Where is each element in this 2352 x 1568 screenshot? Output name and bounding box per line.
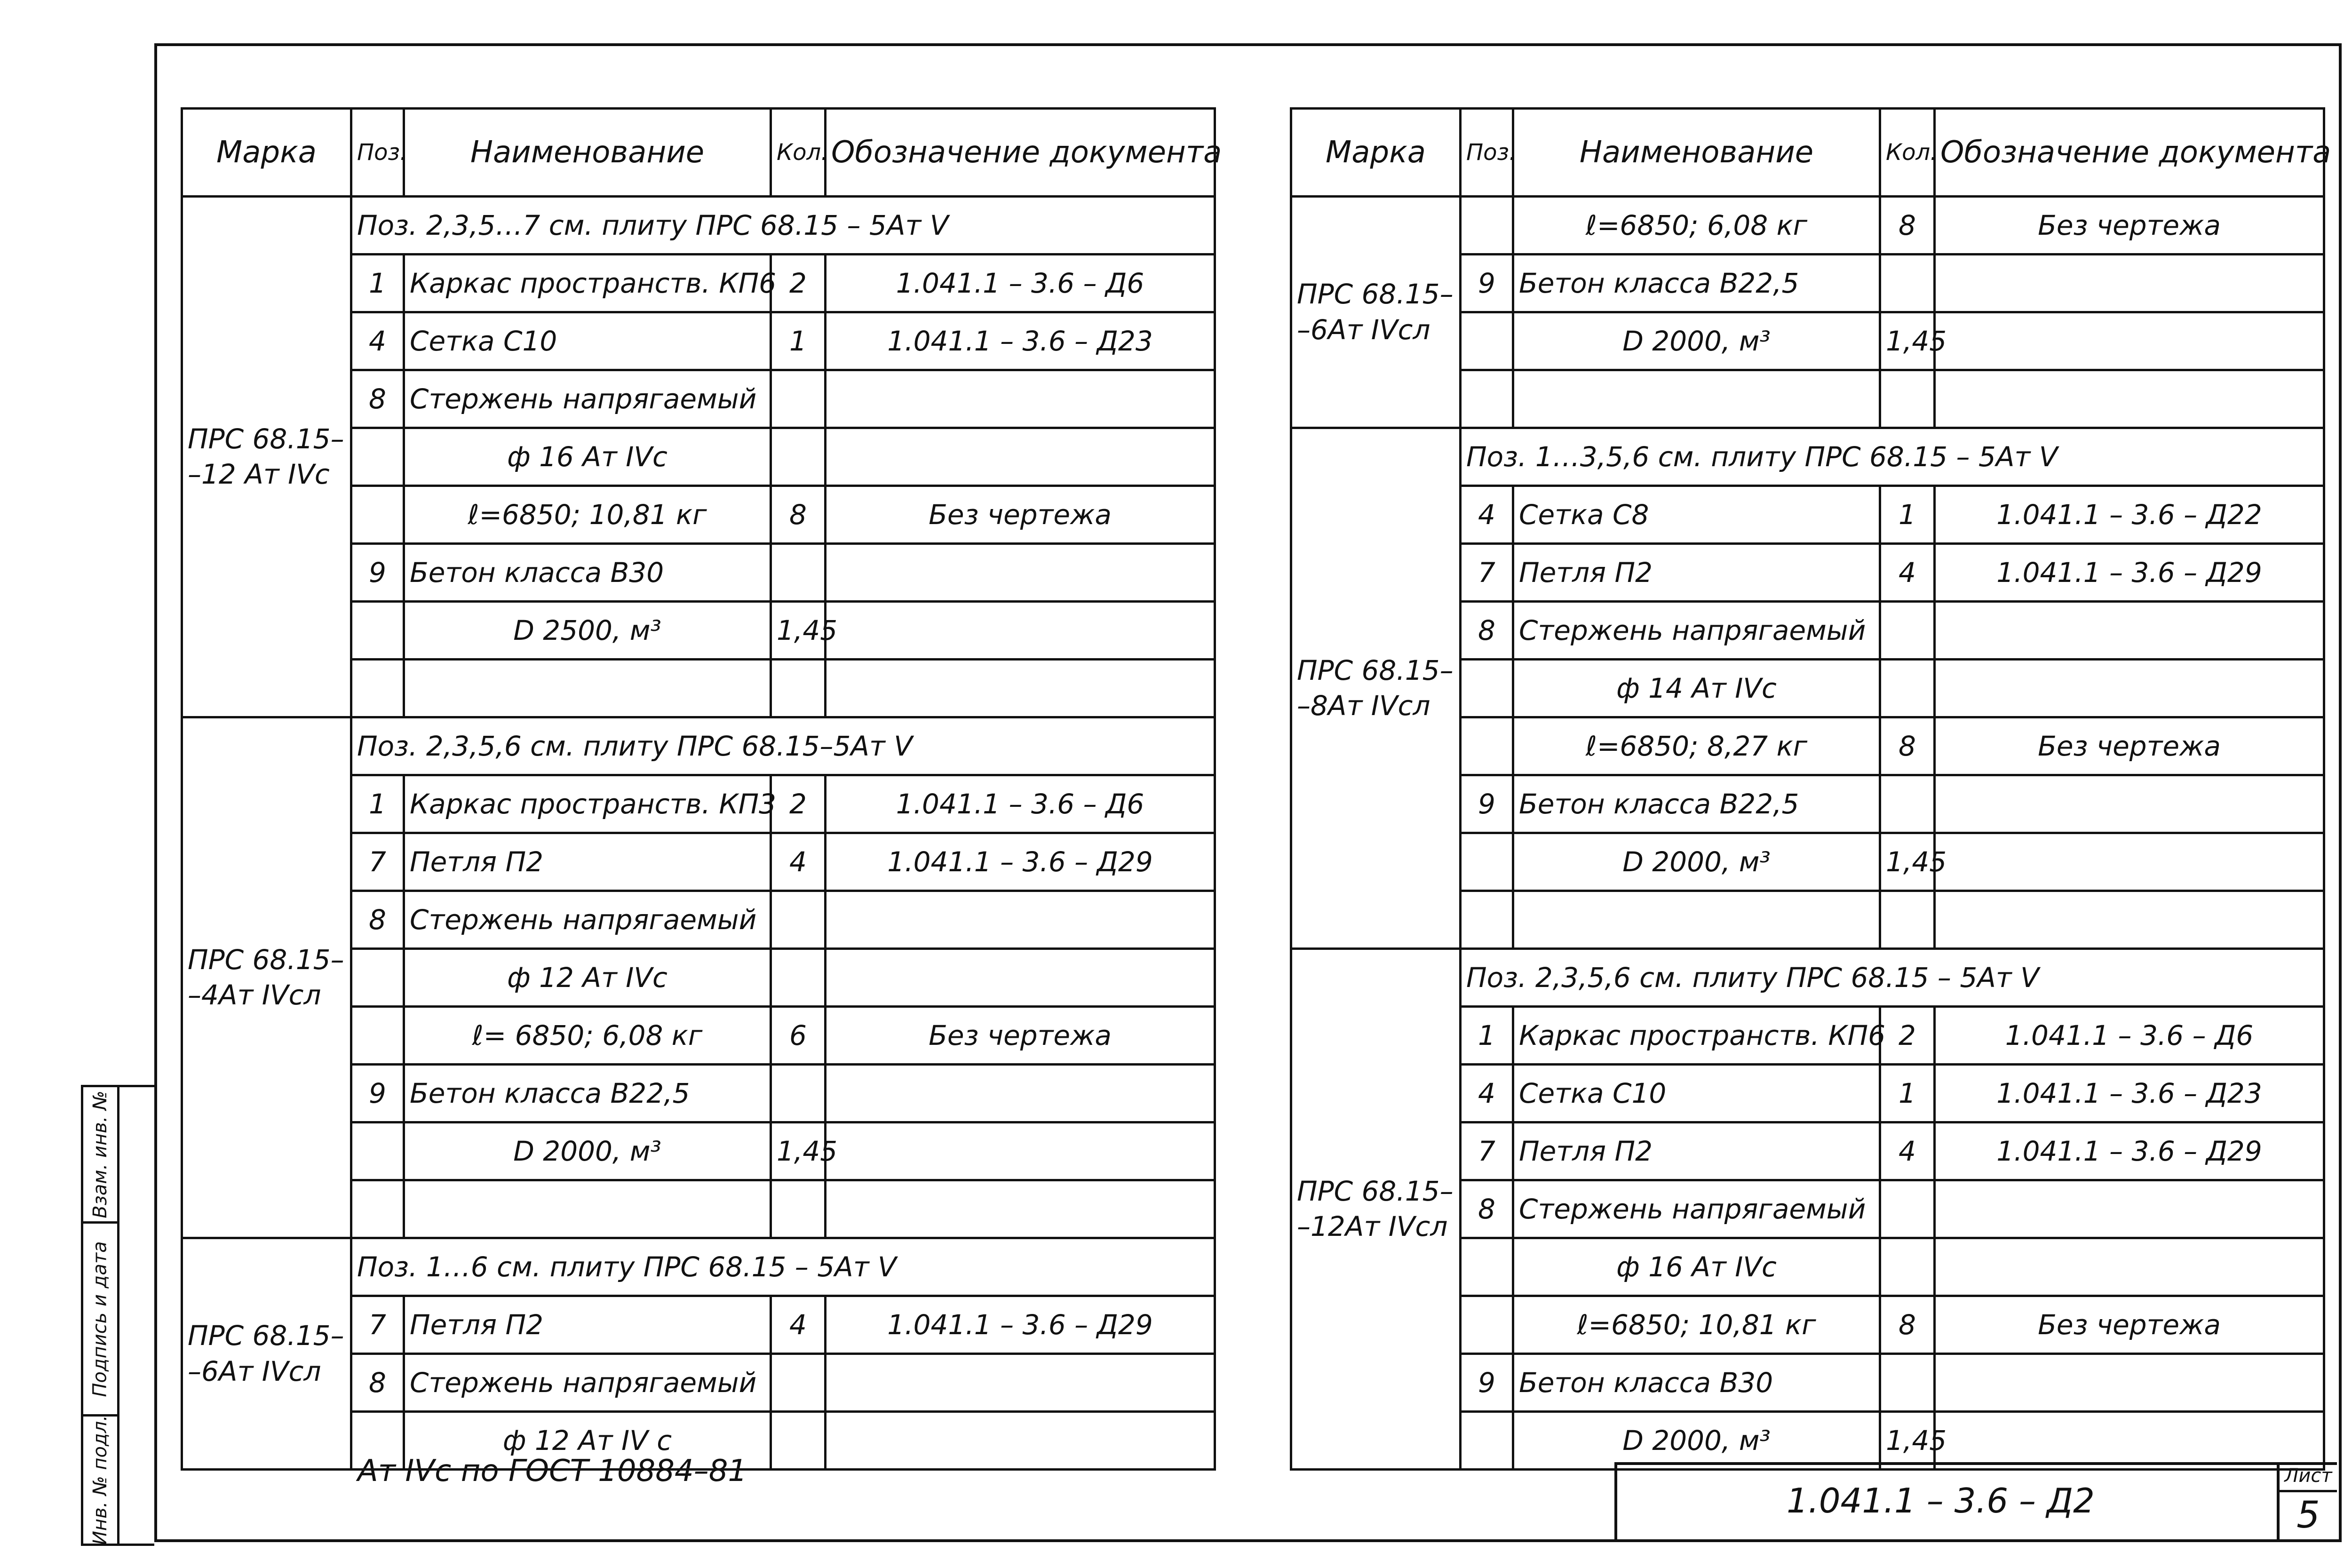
quantity-cell <box>771 1354 826 1412</box>
side-stamp-label: Инв. № подл. <box>89 1415 111 1545</box>
title-block <box>1614 1462 2337 1542</box>
name-cell: Петля П2 <box>1513 544 1880 602</box>
quantity-cell: 4 <box>771 1296 826 1354</box>
quantity-cell <box>1880 1238 1935 1296</box>
quantity-cell <box>771 949 826 1007</box>
name-cell: D 2000, м³ <box>1513 312 1880 370</box>
document-cell <box>826 428 1215 486</box>
quantity-cell <box>771 660 826 717</box>
group-note-row <box>1291 428 2324 486</box>
document-cell: 1.041.1 – 3.6 – Д6 <box>826 775 1215 833</box>
sheet-box <box>2277 1465 2337 1542</box>
header-name: Наименование <box>404 109 771 197</box>
position-cell: 7 <box>351 833 404 891</box>
name-cell <box>1513 370 1880 428</box>
position-cell: 4 <box>1461 1065 1513 1122</box>
document-cell: 1.041.1 – 3.6 – Д23 <box>826 312 1215 370</box>
spec-table-right <box>1290 107 2331 1471</box>
name-cell: Петля П2 <box>404 833 771 891</box>
position-cell <box>1461 660 1513 717</box>
group-note: Поз. 1…6 см. плиту ПРС 68.15 – 5Ат V <box>351 1238 1215 1296</box>
document-cell <box>1935 833 2324 891</box>
position-cell <box>351 486 404 544</box>
side-stamp-label: Взам. инв. № <box>89 1090 111 1218</box>
name-cell: ф 12 Ат IVс <box>404 949 771 1007</box>
name-cell <box>404 1180 771 1238</box>
name-cell: D 2500, м³ <box>404 602 771 660</box>
document-cell <box>1935 255 2324 312</box>
marka-cell: ПРС 68.15– –6Ат IVсл <box>1291 197 1461 428</box>
document-cell <box>1935 602 2324 660</box>
position-cell: 9 <box>351 1065 404 1122</box>
document-cell <box>826 1412 1215 1470</box>
header-qty: Кол. <box>1880 109 1935 197</box>
document-cell: 1.041.1 – 3.6 – Д29 <box>1935 1122 2324 1180</box>
side-stamp-divider <box>117 1087 119 1544</box>
name-cell: Бетон класса В30 <box>1513 1354 1880 1412</box>
position-cell: 8 <box>351 370 404 428</box>
quantity-cell <box>1880 891 1935 949</box>
name-cell: Каркас пространств. КП6 <box>404 255 771 312</box>
document-cell <box>826 891 1215 949</box>
document-cell: 1.041.1 – 3.6 – Д23 <box>1935 1065 2324 1122</box>
document-cell <box>1935 1412 2324 1470</box>
document-cell <box>1935 1354 2324 1412</box>
position-cell: 9 <box>1461 255 1513 312</box>
document-cell: 1.041.1 – 3.6 – Д29 <box>826 833 1215 891</box>
quantity-cell <box>771 370 826 428</box>
position-cell: 9 <box>351 544 404 602</box>
name-cell: Каркас пространств. КП3 <box>404 775 771 833</box>
group-note: Поз. 2,3,5,6 см. плиту ПРС 68.15 – 5Ат V <box>1461 949 2324 1007</box>
gost-note: Ат IVс по ГОСТ 10884–81 <box>358 1454 747 1488</box>
name-cell: ℓ=6850; 6,08 кг <box>1513 197 1880 255</box>
marka-cell: ПРС 68.15– –8Ат IVсл <box>1291 428 1461 949</box>
marka-cell: ПРС 68.15– –12Ат IVсл <box>1291 949 1461 1470</box>
group-note-row <box>182 717 1215 775</box>
document-cell <box>826 602 1215 660</box>
header-marka: Марка <box>182 109 351 197</box>
document-cell: Без чертежа <box>826 486 1215 544</box>
document-cell <box>1935 775 2324 833</box>
name-cell: D 2000, м³ <box>1513 833 1880 891</box>
header-marka: Марка <box>1291 109 1461 197</box>
document-cell: 1.041.1 – 3.6 – Д29 <box>1935 544 2324 602</box>
quantity-cell: 8 <box>771 486 826 544</box>
document-cell <box>1935 370 2324 428</box>
quantity-cell <box>771 1412 826 1470</box>
quantity-cell: 1,45 <box>1880 312 1935 370</box>
name-cell: ф 12 Ат IV с <box>404 1412 771 1470</box>
position-cell: 1 <box>1461 1007 1513 1065</box>
position-cell <box>1461 833 1513 891</box>
header-pos: Поз. <box>1461 109 1513 197</box>
position-cell: 8 <box>351 891 404 949</box>
document-cell <box>826 370 1215 428</box>
position-cell: 4 <box>1461 486 1513 544</box>
side-stamp-label: Подпись и дата <box>89 1241 111 1397</box>
position-cell <box>1461 1238 1513 1296</box>
spec-table-left <box>181 107 1222 1471</box>
name-cell: Стержень напрягаемый <box>404 891 771 949</box>
position-cell <box>1461 891 1513 949</box>
position-cell: 1 <box>351 775 404 833</box>
quantity-cell: 4 <box>771 833 826 891</box>
marka-cell: ПРС 68.15– –4Ат IVсл <box>182 717 351 1238</box>
document-cell <box>826 1180 1215 1238</box>
header-name: Наименование <box>1513 109 1880 197</box>
position-cell: 8 <box>1461 602 1513 660</box>
name-cell: ф 16 Ат IVс <box>1513 1238 1880 1296</box>
quantity-cell: 1,45 <box>1880 1412 1935 1470</box>
sheet-number: 5 <box>2296 1494 2320 1536</box>
document-cell: Без чертежа <box>1935 1296 2324 1354</box>
document-cell <box>826 544 1215 602</box>
group-note: Поз. 2,3,5…7 см. плиту ПРС 68.15 – 5Ат V <box>351 197 1215 255</box>
position-cell: 7 <box>351 1296 404 1354</box>
quantity-cell: 4 <box>1880 1122 1935 1180</box>
name-cell: ℓ= 6850; 6,08 кг <box>404 1007 771 1065</box>
group-note: Поз. 2,3,5,6 см. плиту ПРС 68.15–5Ат V <box>351 717 1215 775</box>
quantity-cell: 1,45 <box>771 602 826 660</box>
position-cell <box>1461 197 1513 255</box>
position-cell <box>351 660 404 717</box>
name-cell: D 2000, м³ <box>404 1122 771 1180</box>
document-code: 1.041.1 – 3.6 – Д2 <box>1787 1481 2095 1520</box>
quantity-cell: 2 <box>771 775 826 833</box>
name-cell: Стержень напрягаемый <box>1513 602 1880 660</box>
document-cell <box>826 1122 1215 1180</box>
name-cell: Стержень напрягаемый <box>404 1354 771 1412</box>
quantity-cell: 1,45 <box>1880 833 1935 891</box>
document-cell <box>826 1065 1215 1122</box>
name-cell: ℓ=6850; 10,81 кг <box>1513 1296 1880 1354</box>
quantity-cell <box>1880 255 1935 312</box>
quantity-cell <box>771 891 826 949</box>
marka-cell: ПРС 68.15– –6Ат IVсл <box>182 1238 351 1470</box>
document-cell <box>826 1354 1215 1412</box>
document-cell: 1.041.1 – 3.6 – Д6 <box>1935 1007 2324 1065</box>
header-qty: Кол. <box>771 109 826 197</box>
quantity-cell: 6 <box>771 1007 826 1065</box>
quantity-cell: 1 <box>1880 486 1935 544</box>
name-cell <box>1513 891 1880 949</box>
quantity-cell: 1 <box>1880 1065 1935 1122</box>
document-cell <box>1935 891 2324 949</box>
name-cell: ℓ=6850; 10,81 кг <box>404 486 771 544</box>
document-cell: Без чертежа <box>1935 717 2324 775</box>
quantity-cell <box>1880 660 1935 717</box>
document-cell: Без чертежа <box>1935 197 2324 255</box>
position-cell <box>351 1007 404 1065</box>
quantity-cell: 8 <box>1880 1296 1935 1354</box>
group-note-row <box>182 197 1215 255</box>
quantity-cell: 4 <box>1880 544 1935 602</box>
position-cell <box>1461 1296 1513 1354</box>
position-cell <box>351 428 404 486</box>
header-doc: Обозначение документа <box>826 109 1215 197</box>
name-cell: Бетон класса В22,5 <box>404 1065 771 1122</box>
side-stamp-cell <box>83 1087 117 1224</box>
document-cell: 1.041.1 – 3.6 – Д29 <box>826 1296 1215 1354</box>
position-cell <box>351 602 404 660</box>
header-pos: Поз. <box>351 109 404 197</box>
position-cell: 1 <box>351 255 404 312</box>
quantity-cell <box>1880 1180 1935 1238</box>
document-cell <box>826 660 1215 717</box>
document-cell <box>826 949 1215 1007</box>
quantity-cell <box>1880 370 1935 428</box>
quantity-cell <box>771 1065 826 1122</box>
side-stamp <box>81 1085 154 1546</box>
quantity-cell <box>1880 602 1935 660</box>
name-cell: Стержень напрягаемый <box>1513 1180 1880 1238</box>
name-cell: Сетка С8 <box>1513 486 1880 544</box>
quantity-cell: 1 <box>771 312 826 370</box>
document-cell <box>1935 312 2324 370</box>
table-header-row <box>182 109 1215 197</box>
quantity-cell: 8 <box>1880 197 1935 255</box>
name-cell: Стержень напрягаемый <box>404 370 771 428</box>
position-cell <box>351 1180 404 1238</box>
name-cell: Бетон класса В30 <box>404 544 771 602</box>
name-cell: D 2000, м³ <box>1513 1412 1880 1470</box>
position-cell: 9 <box>1461 775 1513 833</box>
position-cell <box>1461 370 1513 428</box>
document-cell: 1.041.1 – 3.6 – Д22 <box>1935 486 2324 544</box>
position-cell: 8 <box>1461 1180 1513 1238</box>
group-note: Поз. 1…3,5,6 см. плиту ПРС 68.15 – 5Ат V <box>1461 428 2324 486</box>
document-cell: Без чертежа <box>826 1007 1215 1065</box>
name-cell: Сетка С10 <box>1513 1065 1880 1122</box>
document-cell <box>1935 1180 2324 1238</box>
table-header-row <box>1291 109 2324 197</box>
position-cell: 8 <box>351 1354 404 1412</box>
position-cell: 7 <box>1461 544 1513 602</box>
position-cell <box>351 949 404 1007</box>
marka-cell: ПРС 68.15– –12 Ат IVс <box>182 197 351 717</box>
quantity-cell <box>1880 1354 1935 1412</box>
position-cell: 9 <box>1461 1354 1513 1412</box>
name-cell: Сетка С10 <box>404 312 771 370</box>
position-cell <box>351 1122 404 1180</box>
position-cell: 7 <box>1461 1122 1513 1180</box>
document-cell <box>1935 660 2324 717</box>
name-cell: ф 14 Ат IVс <box>1513 660 1880 717</box>
name-cell: Петля П2 <box>1513 1122 1880 1180</box>
quantity-cell: 2 <box>771 255 826 312</box>
table-row <box>1291 197 2324 255</box>
quantity-cell: 1,45 <box>771 1122 826 1180</box>
quantity-cell: 8 <box>1880 717 1935 775</box>
quantity-cell <box>771 1180 826 1238</box>
position-cell: 4 <box>351 312 404 370</box>
group-note-row <box>1291 949 2324 1007</box>
name-cell: Бетон класса В22,5 <box>1513 255 1880 312</box>
name-cell <box>404 660 771 717</box>
document-cell: 1.041.1 – 3.6 – Д6 <box>826 255 1215 312</box>
name-cell: Каркас пространств. КП6 <box>1513 1007 1880 1065</box>
quantity-cell <box>1880 775 1935 833</box>
quantity-cell <box>771 544 826 602</box>
position-cell <box>1461 312 1513 370</box>
name-cell: ℓ=6850; 8,27 кг <box>1513 717 1880 775</box>
side-stamp-cell <box>83 1224 117 1417</box>
position-cell <box>1461 717 1513 775</box>
document-cell <box>1935 1238 2324 1296</box>
group-note-row <box>182 1238 1215 1296</box>
name-cell: Бетон класса В22,5 <box>1513 775 1880 833</box>
quantity-cell: 2 <box>1880 1007 1935 1065</box>
name-cell: Петля П2 <box>404 1296 771 1354</box>
sheet-label: Лист <box>2280 1465 2337 1492</box>
name-cell: ф 16 Ат IVс <box>404 428 771 486</box>
position-cell <box>1461 1412 1513 1470</box>
side-stamp-cell <box>83 1417 117 1544</box>
header-doc: Обозначение документа <box>1935 109 2324 197</box>
quantity-cell <box>771 428 826 486</box>
